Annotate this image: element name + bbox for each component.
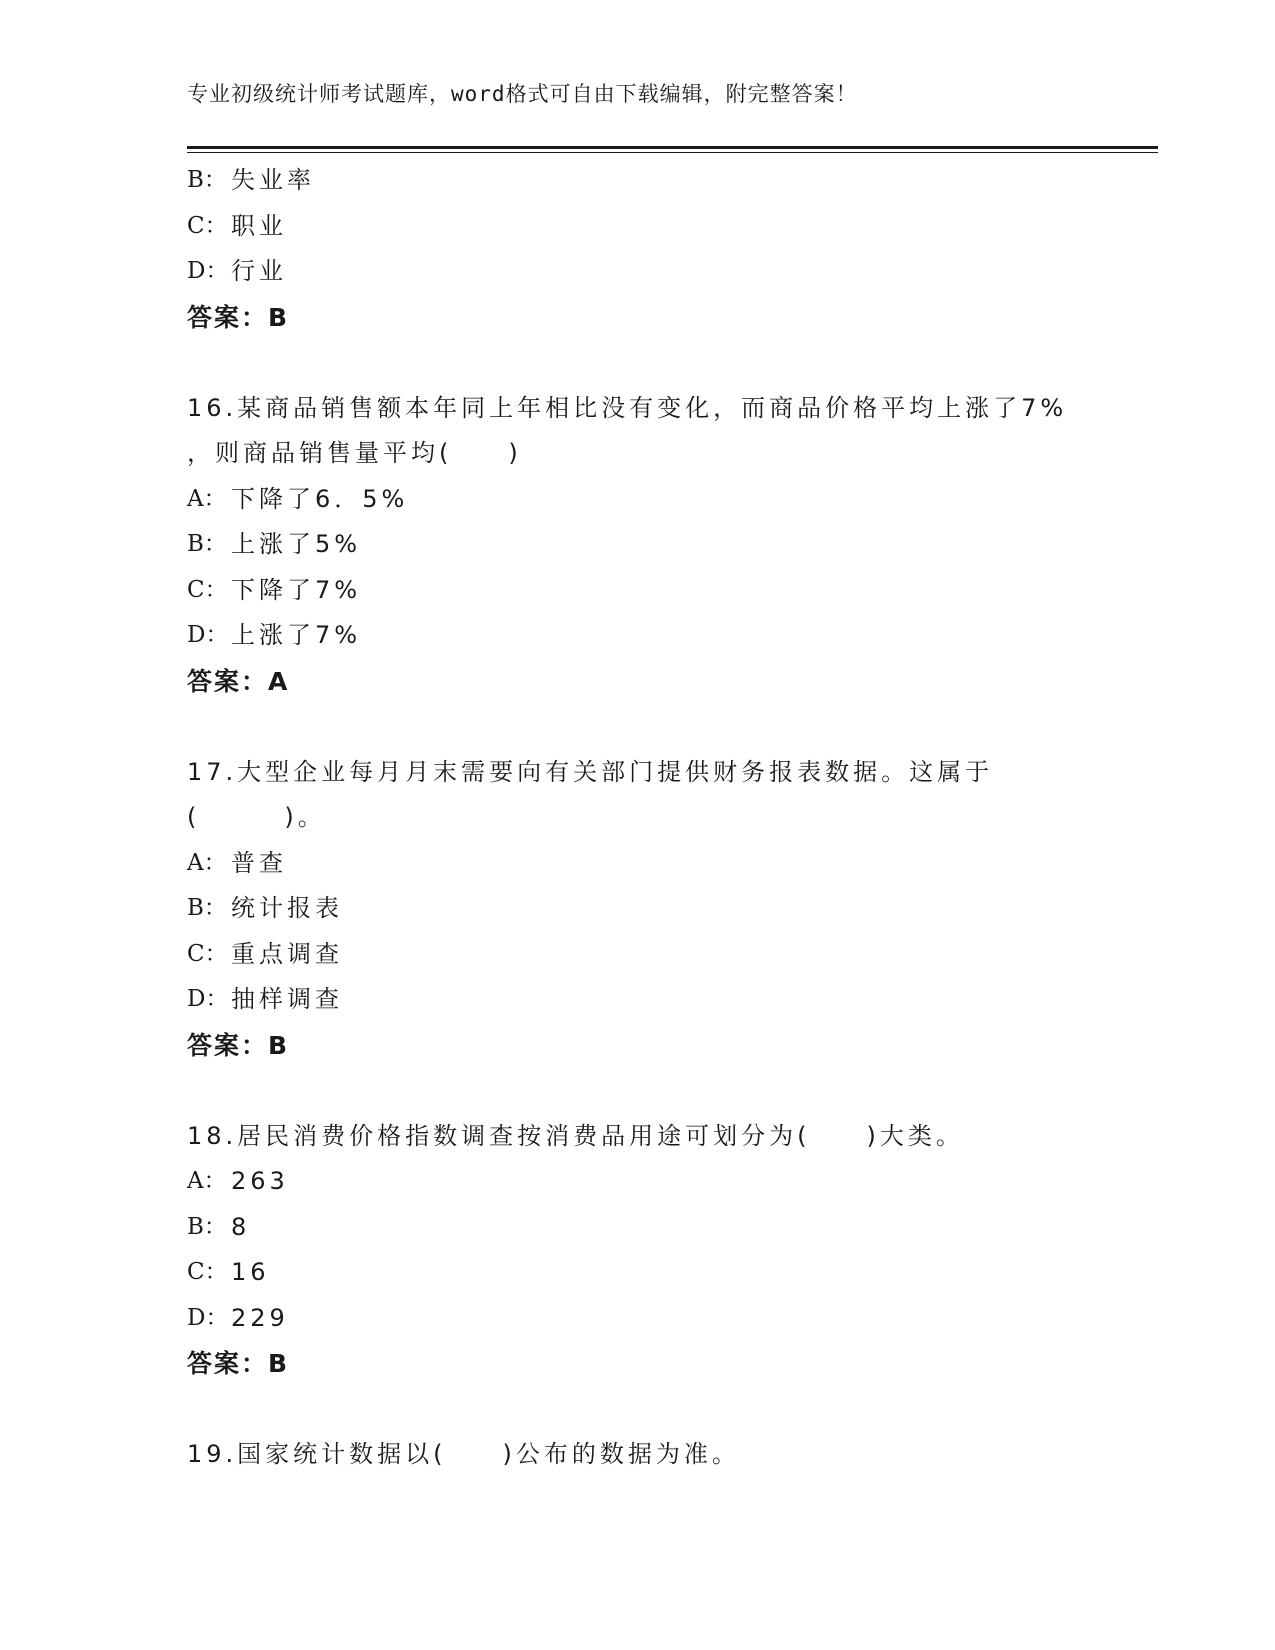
header-divider	[187, 146, 1158, 153]
answer-line: 答案：A	[187, 666, 290, 696]
option-letter: A：	[187, 849, 227, 876]
question-stem: 19.国家统计数据以( )公布的数据为准。	[187, 1440, 740, 1468]
option-text: 重点调查	[231, 939, 343, 968]
option-letter: C：	[187, 212, 228, 239]
option-c	[187, 204, 1147, 250]
option-text: 统计报表	[231, 894, 343, 922]
option-letter: B：	[187, 531, 227, 557]
option-c	[187, 932, 1147, 978]
option-letter: C：	[187, 576, 228, 603]
option-text: 职业	[231, 211, 287, 240]
option-letter: D：	[187, 1304, 229, 1331]
option-d	[187, 613, 1147, 659]
question-stem-continued: ，则商品销售量平均( )	[187, 439, 522, 467]
question-17	[187, 750, 1147, 1069]
question-stem-continued: ( )。	[187, 803, 326, 831]
option-text: 263	[231, 1167, 289, 1195]
option-c	[187, 568, 1147, 614]
page-header-text: 专业初级统计师考试题库，word格式可自由下载编辑，附完整答案！	[187, 82, 858, 106]
option-d	[187, 977, 1147, 1023]
option-a	[187, 841, 1147, 887]
answer-line: 答案：B	[187, 1349, 290, 1378]
option-letter: B：	[187, 167, 227, 193]
option-text: 行业	[231, 257, 287, 285]
option-text: 上涨了5%	[231, 530, 362, 558]
option-b	[187, 886, 1147, 932]
option-d	[187, 1296, 1147, 1342]
option-d	[187, 249, 1147, 295]
option-c	[187, 1250, 1147, 1296]
question-stem: 17.大型企业每月月末需要向有关部门提供财务报表数据。这属于	[187, 757, 994, 786]
question-16	[187, 386, 1147, 705]
option-text: 8	[231, 1212, 251, 1241]
option-letter: A：	[187, 1168, 227, 1194]
option-a	[187, 477, 1147, 523]
option-text: 下降了7%	[231, 575, 362, 604]
option-text: 16	[231, 1258, 270, 1286]
option-letter: D：	[187, 986, 229, 1012]
option-text: 上涨了7%	[231, 621, 362, 649]
option-text: 229	[231, 1303, 289, 1332]
option-letter: B：	[187, 895, 227, 921]
option-b	[187, 158, 1147, 204]
option-text: 普查	[231, 848, 287, 877]
option-text: 抽样调查	[231, 985, 343, 1013]
option-letter: D：	[187, 258, 229, 284]
answer-line: 答案：B	[187, 302, 290, 332]
question-list	[187, 158, 1147, 1478]
option-letter: C：	[187, 940, 228, 967]
option-a	[187, 1159, 1147, 1205]
option-letter: B：	[187, 1213, 227, 1240]
option-letter: C：	[187, 1259, 228, 1285]
question-19	[187, 1432, 1147, 1478]
question-stem: 18.居民消费价格指数调查按消费品用途可划分为( )大类。	[187, 1121, 964, 1150]
option-b	[187, 1205, 1147, 1251]
spacer	[187, 1387, 1147, 1433]
option-letter: A：	[187, 485, 227, 512]
question-stem: 16.某商品销售额本年同上年相比没有变化，而商品价格平均上涨了7%	[187, 393, 1068, 422]
question-18	[187, 1114, 1147, 1387]
answer-line: 答案：B	[187, 1030, 290, 1060]
option-b	[187, 522, 1147, 568]
option-text: 失业率	[231, 166, 315, 194]
option-text: 下降了6．5%	[231, 484, 409, 513]
spacer	[187, 1068, 1147, 1114]
spacer	[187, 704, 1147, 750]
spacer	[187, 340, 1147, 386]
question-15-remainder	[187, 158, 1147, 340]
option-letter: D：	[187, 622, 229, 648]
